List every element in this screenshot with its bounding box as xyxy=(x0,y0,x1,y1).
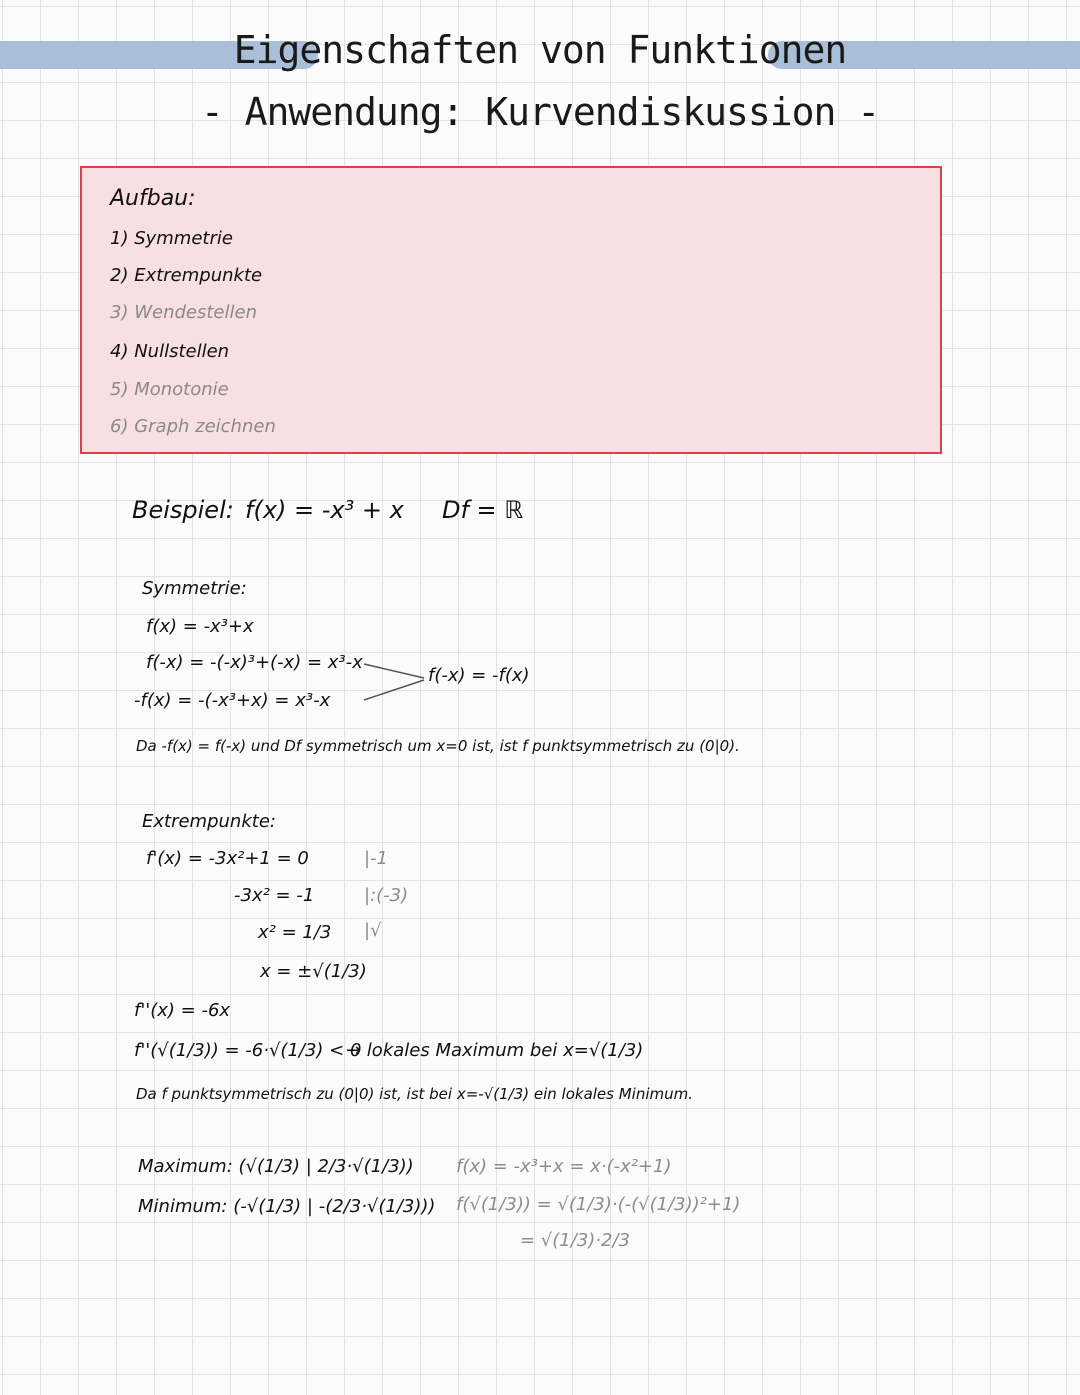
page-subtitle: - Anwendung: Kurvendiskussion - xyxy=(200,90,880,134)
aufbau-item-wendestellen: 3) Wendestellen xyxy=(110,302,257,323)
extrem-operation-3: |√ xyxy=(364,920,382,941)
aufbau-item-nullstellen: 4) Nullstellen xyxy=(110,341,230,362)
aufbau-item-symmetrie: 1) Symmetrie xyxy=(110,228,233,249)
symmetrie-conclusion: Da -f(x) = f(-x) und Df symmetrisch um x=0 ist, ist f punktsymmetrisch zu (0|0). xyxy=(136,737,740,755)
symmetrie-result: f(-x) = -f(x) xyxy=(428,665,530,686)
symmetrie-line-1: f(x) = -x³+x xyxy=(146,616,254,637)
minimum-conclusion: Da f punktsymmetrisch zu (0|0) ist, ist bei x=-√(1/3) ein lokales Minimum. xyxy=(136,1085,694,1103)
symmetrie-line-3: -f(x) = -(-x³+x) = x³-x xyxy=(134,690,331,711)
aufbau-item-monotonie: 5) Monotonie xyxy=(110,379,229,400)
example-function: f(x) = -x³ + x xyxy=(245,496,404,524)
side-calc-3: = √(1/3)·2/3 xyxy=(520,1230,630,1251)
aufbau-heading: Aufbau: xyxy=(110,186,196,211)
symmetrie-merge-lines xyxy=(362,658,428,706)
maximum-statement: → lokales Maximum bei x=√(1/3) xyxy=(346,1040,644,1061)
second-derivative: f''(x) = -6x xyxy=(134,1000,231,1021)
extrem-operation-2: |:(-3) xyxy=(364,885,409,906)
extrem-heading: Extrempunkte: xyxy=(142,811,276,832)
extrem-equation-2: -3x² = -1 xyxy=(234,885,315,906)
aufbau-item-graph: 6) Graph zeichnen xyxy=(110,416,276,437)
symmetrie-line-2: f(-x) = -(-x)³+(-x) = x³-x xyxy=(146,652,363,673)
maximum-point: Maximum: (√(1/3) | 2/3·√(1/3)) xyxy=(138,1156,414,1177)
extrem-operation-1: |-1 xyxy=(364,848,389,869)
example-domain: Df = ℝ xyxy=(442,496,524,524)
side-calc-1: f(x) = -x³+x = x·(-x²+1) xyxy=(456,1156,672,1177)
extrem-equation-1: f'(x) = -3x²+1 = 0 xyxy=(146,848,309,869)
second-derivative-check: f''(√(1/3)) = -6·√(1/3) < 0 xyxy=(134,1040,362,1061)
aufbau-item-extrempunkte: 2) Extrempunkte xyxy=(110,265,263,286)
page-title: Eigenschaften von Funktionen xyxy=(233,28,847,72)
side-calc-2: f(√(1/3)) = √(1/3)·(-(√(1/3))²+1) xyxy=(456,1194,741,1215)
extrem-equation-3: x² = 1/3 xyxy=(258,922,332,943)
extrem-equation-4: x = ±√(1/3) xyxy=(260,961,367,982)
example-label: Beispiel: xyxy=(132,496,234,524)
minimum-point: Minimum: (-√(1/3) | -(2/3·√(1/3))) xyxy=(138,1196,436,1217)
symmetrie-heading: Symmetrie: xyxy=(142,578,247,599)
